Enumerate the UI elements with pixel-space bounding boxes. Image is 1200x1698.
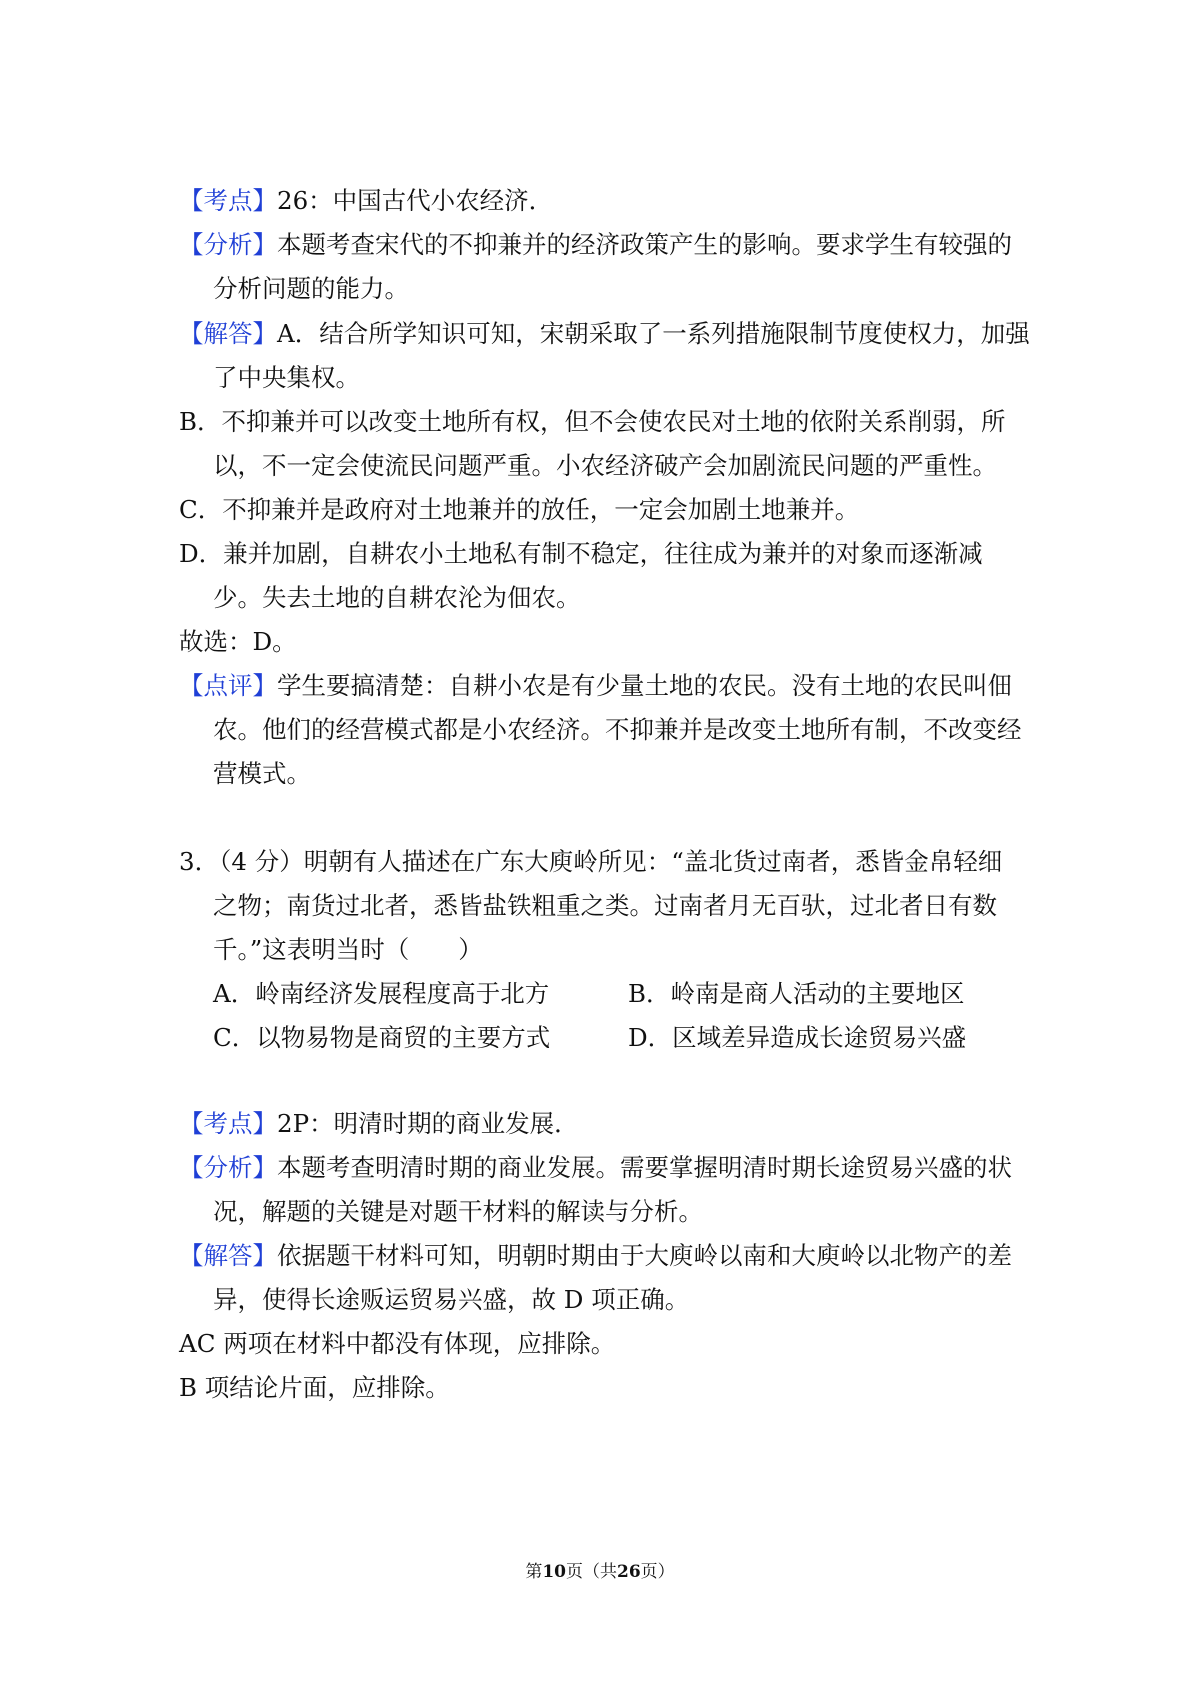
jieda-line-2: 了中央集权。 bbox=[213, 363, 360, 392]
jieda-line-3 bbox=[179, 1240, 1200, 1272]
b-explanation: B 项结论片面，应排除。 bbox=[179, 1373, 450, 1402]
question-3-stem-2: 之物；南货过北者，悉皆盐铁粗重之类。过南者月无百驮，过北者日有数 bbox=[213, 891, 997, 920]
option-d-explanation-2: 少。失去土地的自耕农沦为佃农。 bbox=[213, 583, 581, 612]
question-3-option-c: C．以物易物是商贸的主要方式 bbox=[213, 1023, 551, 1052]
option-b-explanation-2: 以，不一定会使流民问题严重。小农经济破产会加剧流民问题的严重性。 bbox=[213, 451, 997, 480]
total-page-number: 26 bbox=[617, 1562, 641, 1582]
dianping-tag: 【点评】 bbox=[179, 671, 277, 700]
question-3-option-b: B．岭南是商人活动的主要地区 bbox=[628, 979, 965, 1008]
dianping-line-3: 营模式。 bbox=[213, 759, 311, 788]
jieda-tag: 【解答】 bbox=[179, 319, 277, 348]
fenxi-text: 本题考查宋代的不抑兼并的经济政策产生的影响。要求学生有较强的 bbox=[277, 230, 1012, 259]
fenxi-line-3 bbox=[179, 1152, 1200, 1184]
fenxi-line-2: 分析问题的能力。 bbox=[213, 274, 409, 303]
current-page-number: 10 bbox=[542, 1562, 566, 1582]
dianping-line-1 bbox=[179, 670, 1200, 702]
kaodian-line-1 bbox=[179, 185, 1200, 217]
kaodian-text: 26：中国古代小农经济． bbox=[277, 186, 554, 215]
answer-line: 故选：D。 bbox=[179, 627, 297, 656]
kaodian-line-2 bbox=[179, 1108, 1200, 1140]
ac-explanation: AC 两项在材料中都没有体现，应排除。 bbox=[179, 1329, 616, 1358]
jieda-line-4: 异，使得长途贩运贸易兴盛，故 D 项正确。 bbox=[213, 1285, 690, 1314]
dianping-line-2: 农。他们的经营模式都是小农经济。不抑兼并是改变土地所有制，不改变经 bbox=[213, 715, 1022, 744]
option-d-explanation-1: D．兼并加剧，自耕农小土地私有制不稳定，往往成为兼并的对象而逐渐减 bbox=[179, 539, 983, 568]
question-3-stem-1: 3．（4 分）明朝有人描述在广东大庾岭所见：“盖北货过南者，悉皆金帛轻细 bbox=[179, 847, 1003, 876]
fenxi-line-1 bbox=[179, 229, 1200, 261]
fenxi-line-4: 况，解题的关键是对题干材料的解读与分析。 bbox=[213, 1197, 703, 1226]
jieda-text: A．结合所学知识可知，宋朝采取了一系列措施限制节度使权力，加强 bbox=[277, 319, 1030, 348]
jieda-line-1 bbox=[179, 318, 1200, 350]
kaodian-text: 2P：明清时期的商业发展． bbox=[277, 1109, 579, 1138]
dianping-text: 学生要搞清楚：自耕小农是有少量土地的农民。没有土地的农民叫佃 bbox=[277, 671, 1012, 700]
footer-prefix: 第 bbox=[525, 1562, 543, 1582]
question-3-option-a: A．岭南经济发展程度高于北方 bbox=[213, 979, 550, 1008]
question-3-option-d: D．区域差异造成长途贸易兴盛 bbox=[628, 1023, 967, 1052]
fenxi-text: 本题考查明清时期的商业发展。需要掌握明清时期长途贸易兴盛的状 bbox=[277, 1153, 1012, 1182]
footer-mid: 页（共 bbox=[566, 1562, 617, 1582]
kaodian-tag: 【考点】 bbox=[179, 186, 277, 215]
footer-suffix: 页） bbox=[640, 1562, 675, 1582]
question-3-stem-3: 千。”这表明当时（ ） bbox=[213, 935, 483, 964]
kaodian-tag: 【考点】 bbox=[179, 1109, 277, 1138]
option-c-explanation: C．不抑兼并是政府对土地兼并的放任，一定会加剧土地兼并。 bbox=[179, 495, 860, 524]
fenxi-tag: 【分析】 bbox=[179, 1153, 277, 1182]
fenxi-tag: 【分析】 bbox=[179, 230, 277, 259]
jieda-tag: 【解答】 bbox=[179, 1241, 277, 1270]
option-b-explanation-1: B．不抑兼并可以改变土地所有权，但不会使农民对土地的依附关系削弱，所 bbox=[179, 407, 1006, 436]
jieda-text: 依据题干材料可知，明朝时期由于大庾岭以南和大庾岭以北物产的差 bbox=[277, 1241, 1012, 1270]
page-footer bbox=[0, 1560, 1200, 1584]
